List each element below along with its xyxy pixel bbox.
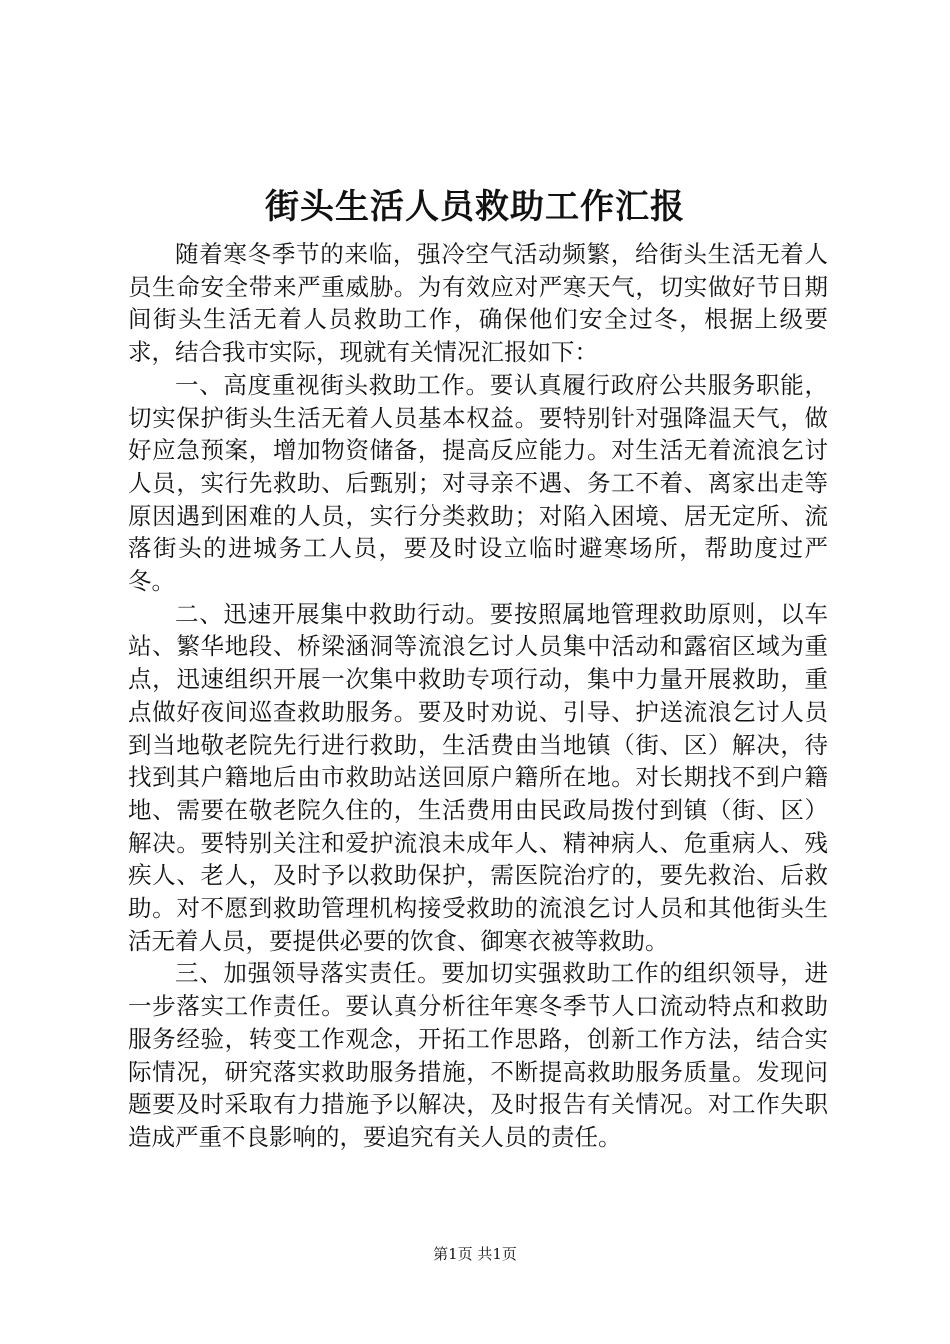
section-three-paragraph: 三、加强领导落实责任。要加切实强救助工作的组织领导，进一步落实工作责任。要认真分析往年寒冬季节人口流动特点和救助服务经验，转变工作观念，开拓工作思路，创新工作方法，结合实际情况，研究落实救助服务措施，不断提高救助服务质量。发现问题要及时采取有力措施予以解决，及时报告有关情况。对工作失职造成严重不良影响的，要追究有关人员的责任。 [128, 959, 828, 1151]
page-number-footer: 第1页 共1页 [433, 1245, 517, 1263]
intro-paragraph: 随着寒冬季节的来临，强冷空气活动频繁，给街头生活无着人员生命安全带来严重威胁。为有效应对严寒天气，切实做好节日期间街头生活无着人员救助工作，确保他们安全过冬，根据上级要求，结合我市实际，现就有关情况汇报如下： [128, 240, 828, 367]
section-one-paragraph: 一、高度重视街头救助工作。要认真履行政府公共服务职能，切实保护街头生活无着人员基本权益。要特别针对强降温天气，做好应急预案，增加物资储备，提高反应能力。对生活无着流浪乞讨人员，实行先救助、后甄别；对寻亲不遇、务工不着、离家出走等原因遇到困难的人员，实行分类救助；对陷入困境、居无定所、流落街头的进城务工人员，要及时设立临时避寒场所，帮助度过严冬。 [128, 370, 828, 596]
section-two-paragraph: 二、迅速开展集中救助行动。要按照属地管理救助原则，以车站、繁华地段、桥梁涵洞等流浪乞讨人员集中活动和露宿区域为重点，迅速组织开展一次集中救助专项行动，集中力量开展救助，重点做好夜间巡查救助服务。要及时劝说、引导、护送流浪乞讨人员到当地敬老院先行进行救助，生活费由当地镇（街、区）解决，待找到其户籍地后由市救助站送回原户籍所在地。对长期找不到户籍地、需要在敬老院久住的，生活费用由民政局拨付到镇（街、区）解决。要特别关注和爱护流浪未成年人、精神病人、危重病人、残疾人、老人，及时予以救助保护，需医院治疗的，要先救治、后救助。对不愿到救助管理机构接受救助的流浪乞讨人员和其他街头生活无着人员，要提供必要的饮食、御寒衣被等救助。 [128, 599, 828, 955]
document-body [128, 238, 828, 1154]
document-title: 街头生活人员救助工作汇报 [265, 187, 685, 227]
